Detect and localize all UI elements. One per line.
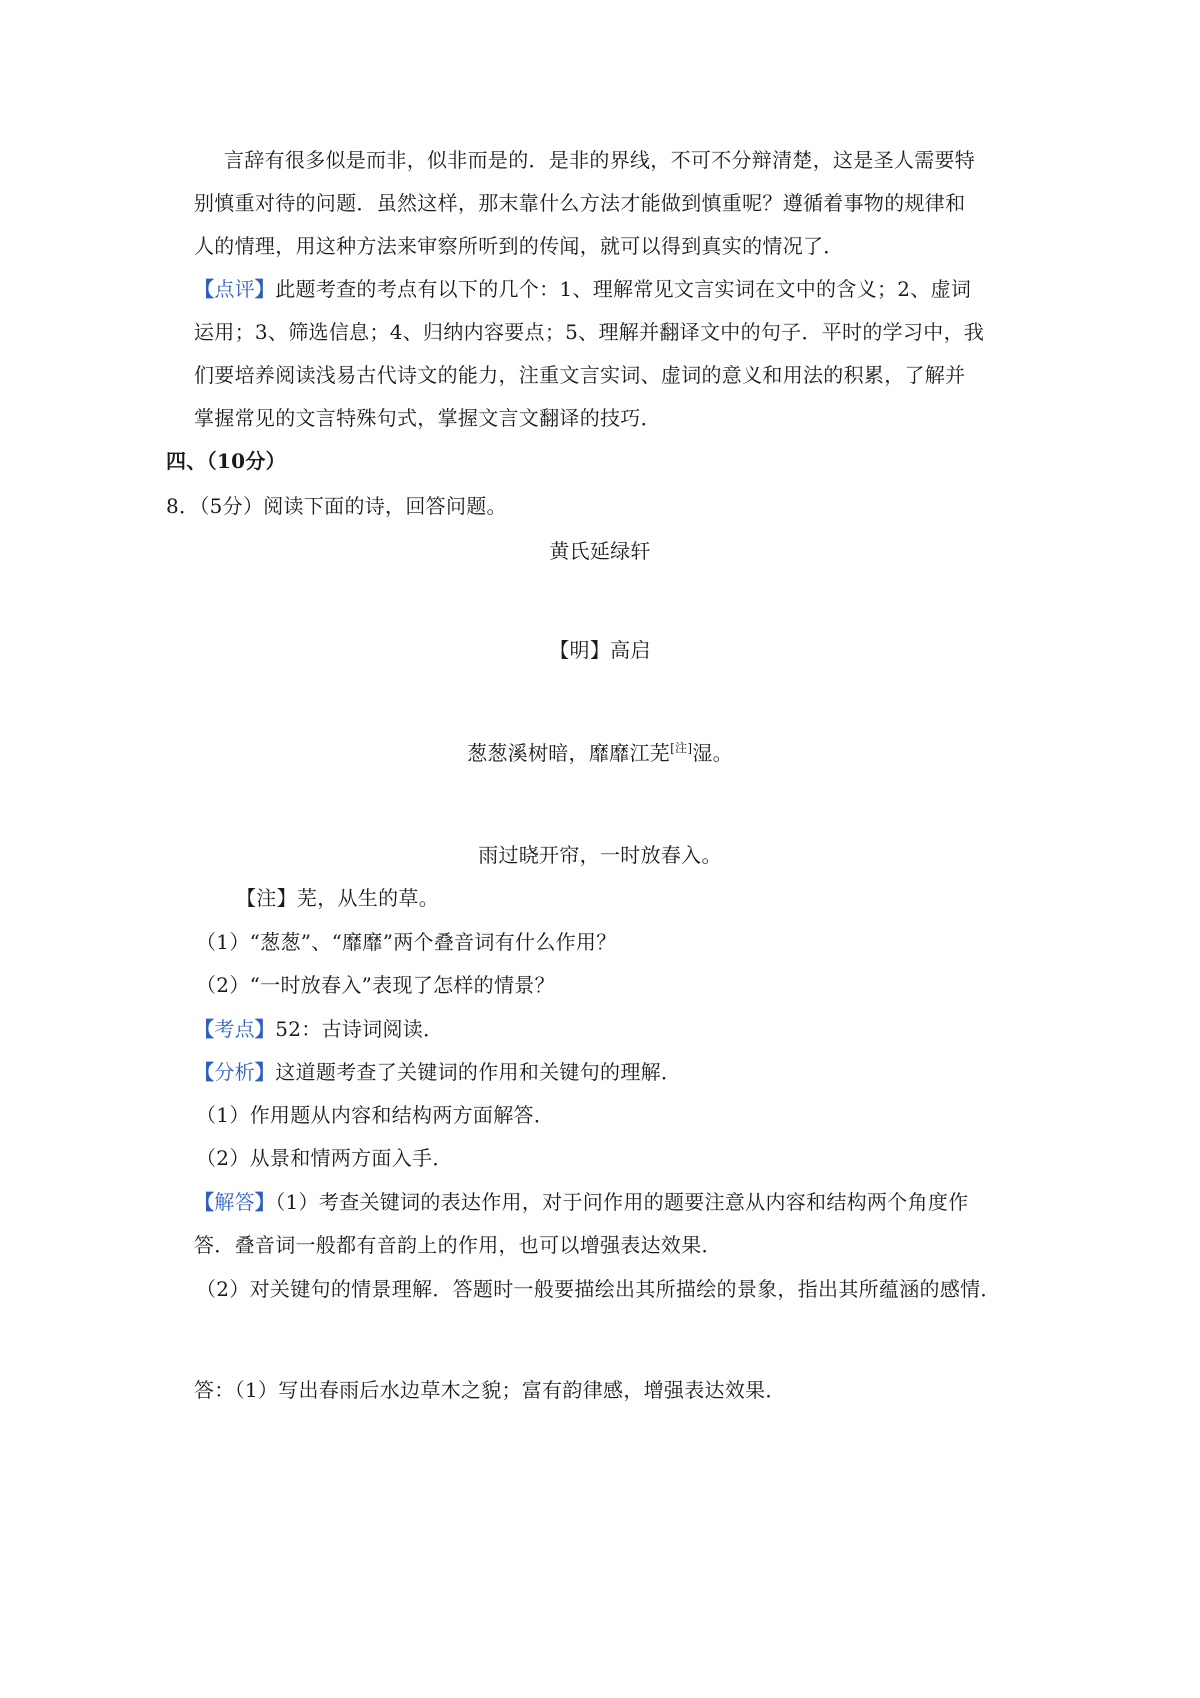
comment-tag-bracket-open: 【 — [194, 277, 215, 301]
translation-line-3: 人的情理，用这种方法来审察所听到的传闻，就可以得到真实的情况了． — [194, 234, 844, 258]
question-stem: 8．（5分）阅读下面的诗，回答问题。 — [166, 494, 507, 518]
sub-question-2: （2）“一时放春入”表现了怎样的情景？ — [196, 973, 555, 997]
analysis-bracket-open: 【 — [194, 1060, 215, 1084]
analysis-point-2: （2）从景和情两方面入手． — [196, 1146, 453, 1170]
kaodian-bracket-close: 】 — [254, 1017, 276, 1041]
answer-tag: 解答 — [214, 1190, 255, 1214]
analysis-point-1: （1）作用题从内容和结构两方面解答． — [196, 1103, 555, 1127]
comment-tag-bracket-close: 】 — [254, 277, 276, 301]
kaodian-tag: 考点 — [214, 1017, 255, 1041]
poem-author: 【明】高启 — [549, 638, 651, 662]
analysis-line — [194, 1058, 681, 1086]
kaodian-line — [194, 1015, 443, 1043]
poem-line-1-end: 湿。 — [692, 741, 733, 765]
answer-line-2: 答．叠音词一般都有音韵上的作用，也可以增强表达效果． — [194, 1233, 722, 1257]
analysis-tag: 分析 — [214, 1060, 255, 1084]
comment-line-1 — [194, 275, 971, 303]
comment-line-2: 运用；3、筛选信息；4、归纳内容要点；5、理解并翻译文中的句子．平时的学习中，我 — [194, 320, 985, 344]
translation-line-1: 言辞有很多似是而非，似非而是的．是非的界线，不可不分辩清楚，这是圣人需要特 — [224, 148, 976, 172]
answer-line-3: （2）对关键句的情景理解．答题时一般要描绘出其所描绘的景象，指出其所蕴涵的感情． — [196, 1277, 1001, 1301]
answer-bracket-close: 】 — [254, 1190, 276, 1214]
kaodian-bracket-open: 【 — [194, 1017, 215, 1041]
poem-title: 黄氏延绿轩 — [549, 539, 651, 563]
translation-line-2: 别慎重对待的问题．虽然这样，那末靠什么方法才能做到慎重呢？遵循着事物的规律和 — [194, 191, 966, 215]
comment-tag: 点评 — [214, 277, 255, 301]
answer-text-1: （1）考查关键词的表达作用，对于问作用的题要注意从内容和结构两个角度作 — [275, 1190, 969, 1214]
comment-line-4: 掌握常见的文言特殊句式，掌握文言文翻译的技巧． — [194, 406, 661, 430]
comment-line-3: 们要培养阅读浅易古代诗文的能力，注重文言实词、虚词的意义和用法的积累，了解并 — [194, 363, 966, 387]
final-answer: 答：（1）写出春雨后水边草木之貌；富有韵律感，增强表达效果． — [194, 1378, 786, 1402]
analysis-bracket-close: 】 — [254, 1060, 276, 1084]
answer-bracket-open: 【 — [194, 1190, 215, 1214]
poem-line-2: 雨过晓开帘，一时放春入。 — [478, 843, 722, 867]
kaodian-text: 52：古诗词阅读． — [275, 1017, 444, 1041]
poem-note-marker: [注] — [670, 741, 693, 755]
analysis-text: 这道题考查了关键词的作用和关键句的理解． — [275, 1060, 682, 1084]
poem-line-1-text: 葱葱溪树暗，靡靡江芜 — [467, 741, 671, 765]
poem-line-1 — [0, 739, 1200, 767]
answer-line-1 — [194, 1188, 968, 1216]
comment-text-1: 此题考查的考点有以下的几个：1、理解常见文言实词在文中的含义；2、虚词 — [275, 277, 972, 301]
sub-question-1: （1）“葱葱”、“靡靡”两个叠音词有什么作用？ — [196, 930, 617, 954]
poem-note: 【注】芜，从生的草。 — [236, 886, 439, 910]
section-heading: 四、（10分） — [166, 449, 286, 473]
